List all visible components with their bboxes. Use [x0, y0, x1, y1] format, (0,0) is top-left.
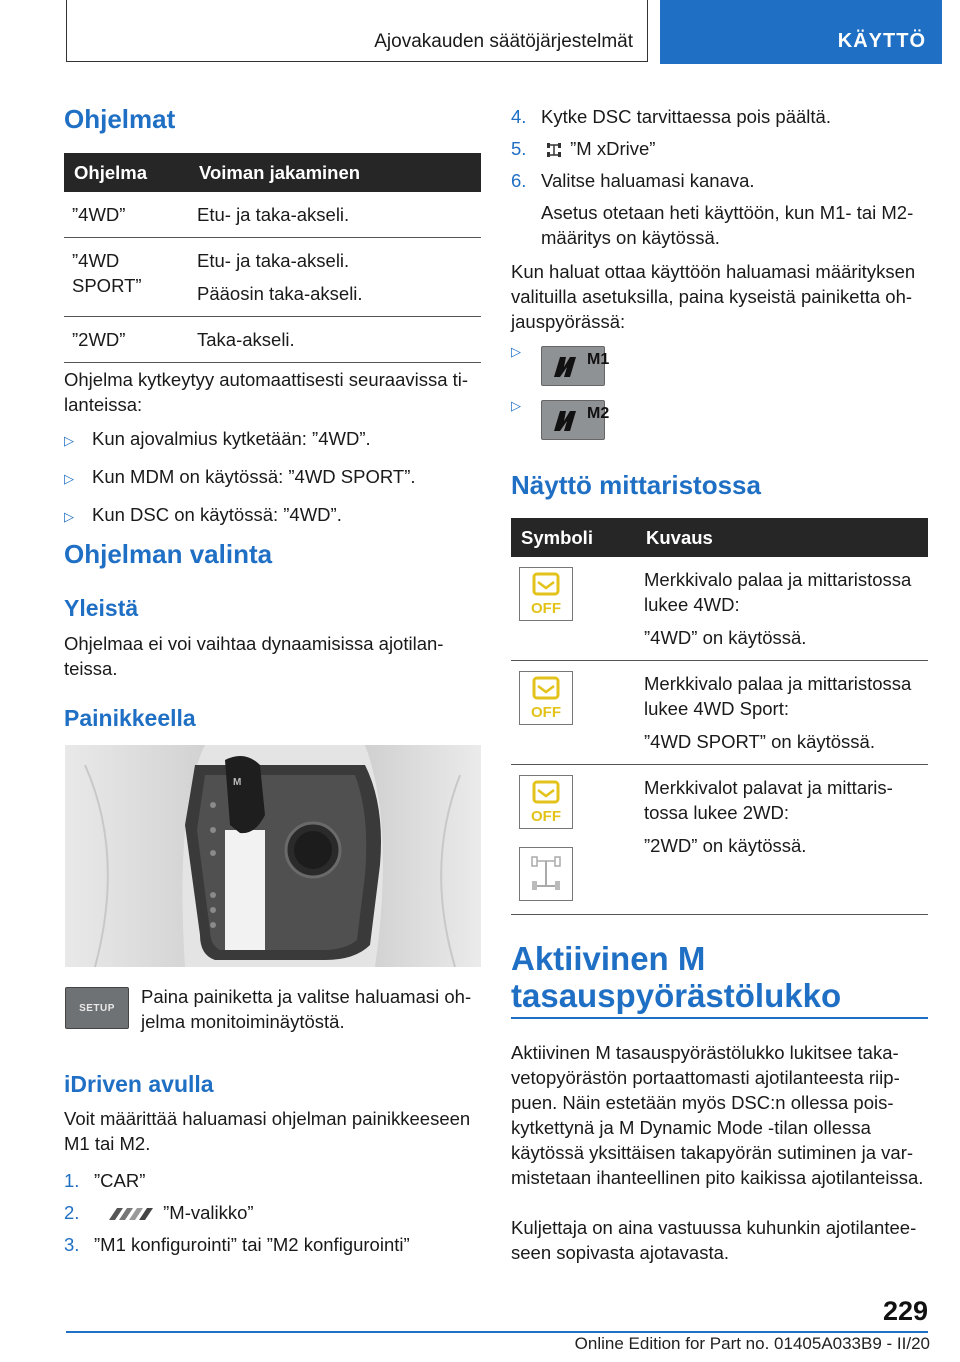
heading-programs: Ohjelmat — [64, 104, 176, 134]
list-item: ▷ Kun DSC on käytössä: ”4WD”. — [64, 502, 484, 529]
svg-text:OFF: OFF — [531, 704, 561, 721]
list-item: 3. ”M1 konfigurointi” tai ”M2 konfigurointi” — [64, 1234, 410, 1255]
table-row — [511, 557, 928, 661]
xdrive-drivetrain-icon — [546, 142, 562, 158]
svg-text:M: M — [233, 777, 242, 788]
m2-button-image — [541, 400, 610, 440]
table-row — [64, 238, 481, 317]
svg-text:OFF: OFF — [531, 808, 561, 825]
auto-switch-list — [64, 426, 484, 529]
list-item: 6. Valitse haluamasi kanava. — [511, 170, 755, 191]
list-item: 5. ”M xDrive” — [511, 138, 656, 159]
table-header-distribution: Voiman jakaminen — [189, 153, 481, 192]
m-logo-icon — [105, 1207, 155, 1221]
general-text: Ohjelmaa ei voi vaihtaa dynaamisissa ajotilanteissa. — [64, 633, 444, 679]
symbol-description: Merkkivalot palavat ja mittaristossa lukee 2WD: — [644, 777, 893, 823]
header-chapter-tab — [660, 0, 942, 64]
m1-button-image — [541, 346, 610, 386]
rear-wheel-drive-icon — [519, 847, 573, 901]
triangle-bullet-icon: ▷ — [64, 433, 74, 448]
page-number: 229 — [882, 1296, 928, 1326]
distribution-value: Etu- ja taka-akseli. — [197, 204, 350, 225]
setup-instruction: Paina painiketta ja valitse haluamasi ohjelma monitoiminäytöstä. — [141, 986, 472, 1032]
diff-lock-paragraph: Aktiivinen M tasauspyörästölukko lukitsee takavetopyörästön portaattomasti ajotilanteesta riippuen. Näin estetään myös DSC:n ollessa poiskytkettynä ja M Dynamic Mode -tilan ollessa käytössä yksittäisen takapyörän sutiminen ja varmistetaan ihanteellinen pito kaikissa ajotilanteissa. — [511, 1042, 924, 1188]
heading-cluster-display: Näyttö mittaristossa — [511, 470, 761, 500]
symbol-description: ”4WD SPORT” on käytössä. — [644, 731, 875, 752]
idrive-steps — [64, 1168, 484, 1257]
table-header-description: Kuvaus — [636, 518, 928, 557]
symbol-description: ”2WD” on käytössä. — [644, 835, 807, 856]
program-name: ”2WD” — [64, 317, 189, 363]
list-item: 2. ”M-valikko” — [64, 1202, 254, 1223]
triangle-bullet-icon: ▷ — [64, 509, 74, 524]
table-row — [511, 661, 928, 765]
triangle-bullet-icon: ▷ — [511, 398, 521, 413]
symbol-description: ”4WD” on käytössä. — [644, 627, 807, 648]
symbol-description: Merkkivalo palaa ja mittaristossa lukee 4WD Sport: — [644, 673, 912, 719]
xdrive-off-warning-icon — [519, 671, 573, 725]
step6-subtext: Asetus otetaan heti käyttöön, kun M1- tai M2-määritys on käytössä. — [541, 202, 914, 248]
table-row — [64, 192, 481, 238]
heading-by-button: Painikkeella — [64, 705, 196, 731]
heading-general: Yleistä — [64, 595, 139, 621]
distribution-value: Pääosin taka-akseli. — [197, 283, 363, 304]
heading-program-selection: Ohjelman valinta — [64, 539, 273, 569]
idrive-text: Voit määrittää haluamasi ohjelman painikkeeseen M1 tai M2. — [64, 1108, 471, 1154]
header-section-title: Ajovakauden säätöjärjestelmät — [374, 31, 633, 52]
table-header-symbol: Symboli — [511, 518, 636, 557]
distribution-value: Taka-akseli. — [197, 329, 295, 350]
footer-edition: Online Edition for Part no. 01405A033B9 - II/20 — [574, 1334, 930, 1353]
program-name: ”4WD SPORT” — [64, 238, 189, 317]
list-item: ▷ Kun MDM on käytössä: ”4WD SPORT”. — [64, 464, 484, 491]
auto-switch-text: Ohjelma kytkeytyy automaattisesti seuraavissa tilanteissa: — [64, 369, 469, 415]
heading-idrive: iDriven avulla — [64, 1071, 214, 1097]
center-console-image — [65, 745, 481, 967]
table-header-program: Ohjelma — [64, 153, 189, 192]
apply-config-text: Kun haluat ottaa käyttöön haluamasi määrityksen valituilla asetuksilla, paina kyseistä painiketta ohjauspyörässä: — [511, 261, 916, 332]
cluster-symbols-table — [511, 518, 928, 915]
setup-button-image: SETUP — [65, 987, 129, 1029]
list-item: 4. Kytke DSC tarvittaessa pois päältä. — [511, 106, 831, 127]
xdrive-off-warning-icon — [519, 775, 573, 829]
heading-underline — [511, 1017, 928, 1019]
symbol-description: Merkkivalo palaa ja mittaristossa lukee 4WD: — [644, 569, 912, 615]
footer-rule — [66, 1331, 928, 1333]
svg-text:OFF: OFF — [531, 600, 561, 617]
programs-table — [64, 153, 481, 363]
table-row — [64, 317, 481, 363]
m2-label: M2 — [587, 405, 610, 422]
program-name: ”4WD” — [64, 192, 189, 238]
steps-continued — [511, 104, 931, 250]
list-item: ▷ Kun ajovalmius kytketään: ”4WD”. — [64, 426, 484, 453]
list-item: 1. ”CAR” — [64, 1170, 146, 1191]
m1-label: M1 — [587, 351, 610, 368]
header-chapter-title: KÄYTTÖ — [837, 30, 926, 52]
driver-responsibility-paragraph: Kuljettaja on aina vastuussa kuhunkin ajotilanteeseen sopivasta ajotavasta. — [511, 1217, 917, 1263]
table-row — [511, 765, 928, 915]
triangle-bullet-icon: ▷ — [64, 471, 74, 486]
header-section-box — [66, 0, 648, 62]
distribution-value: Etu- ja taka-akseli. — [197, 250, 350, 271]
triangle-bullet-icon: ▷ — [511, 344, 521, 359]
heading-active-diff-lock: Aktiivinen M tasauspyörästölukko — [511, 940, 842, 1014]
xdrive-off-warning-icon — [519, 567, 573, 621]
